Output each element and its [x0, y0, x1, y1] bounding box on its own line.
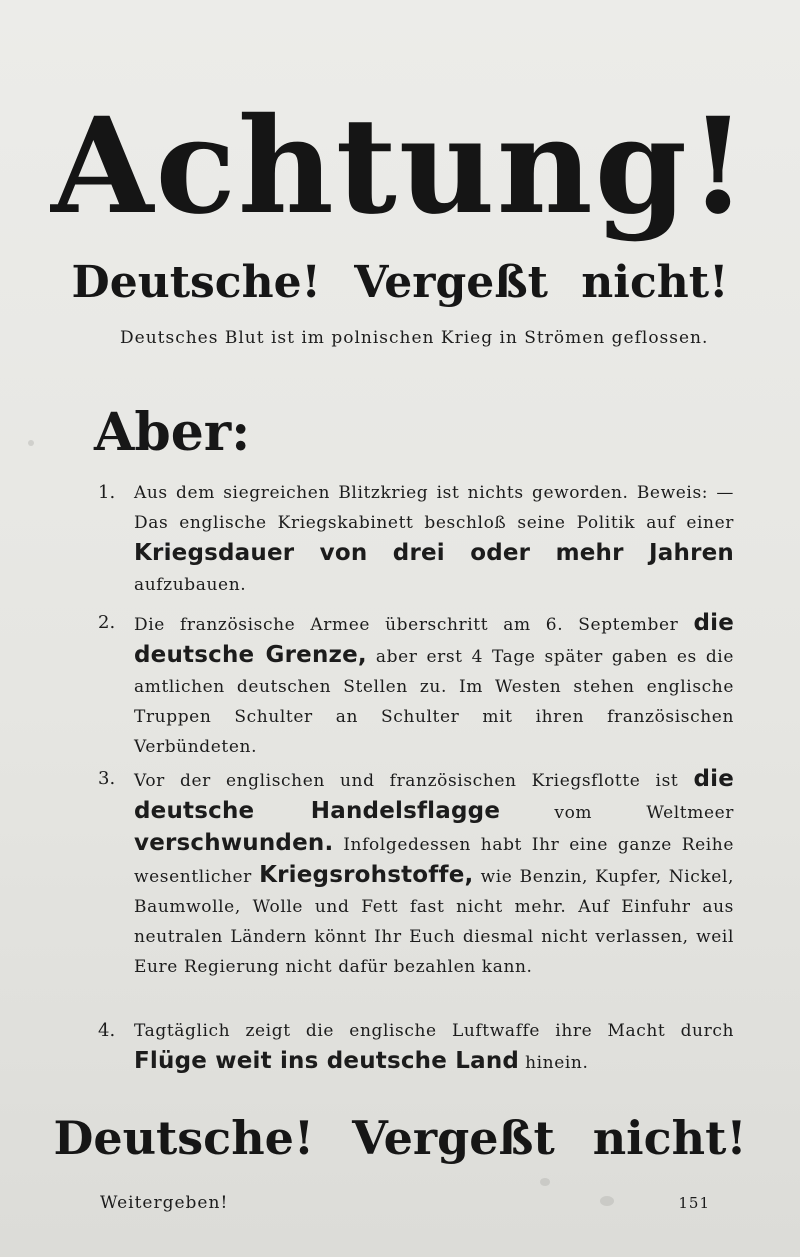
headline-bottom: Deutsche! Vergeßt nicht!	[53, 1111, 747, 1165]
point-text: aber erst 4 Tage später gaben es die amtlichen deutschen Stellen zu. Im Westen stehen englische Truppen Schulter an Schulter mit ihren französischen Verbündeten.	[134, 647, 734, 757]
point-text: hinein.	[519, 1053, 589, 1073]
point-emphasis: Flüge weit ins deutsche Land	[134, 1048, 520, 1074]
point-text: aufzubauen.	[134, 575, 247, 595]
headline-top: Deutsche! Vergeßt nicht!	[71, 257, 729, 308]
point-body	[134, 1016, 734, 1078]
point-body	[134, 608, 734, 762]
point-4	[96, 1016, 734, 1078]
point-1	[96, 478, 734, 600]
point-number: 1.	[98, 482, 116, 503]
point-2	[96, 608, 734, 762]
point-emphasis: Kriegsdauer von drei oder mehr Jahren	[134, 540, 734, 566]
point-3	[96, 764, 734, 982]
point-text: wie Benzin, Kupfer, Nickel, Baumwolle, Wolle und Fett fast nicht mehr. Auf Einfuhr aus neutralen Ländern könnt Ihr Euch diesmal nicht verlassen, weil Eure Regierung nicht dafür bezahlen kann.	[134, 867, 734, 977]
paper-stain	[540, 1178, 550, 1186]
point-number: 2.	[98, 612, 116, 633]
point-text: Vor der englischen und französischen Kriegsflotte ist	[134, 771, 694, 791]
point-text: Aus dem siegreichen Blitzkrieg ist nichts geworden. Beweis: — Das englische Kriegskabinett beschloß seine Politik auf einer	[134, 483, 734, 533]
point-body	[134, 478, 734, 600]
point-body	[134, 764, 734, 982]
point-text: Tagtäglich zeigt die englische Luftwaffe ihre Macht durch	[134, 1021, 734, 1041]
page-number: 151	[678, 1194, 710, 1212]
point-text: Die französische Armee überschritt am 6. September	[134, 615, 694, 635]
point-text: Infolgedessen habt Ihr eine ganze Reihe wesentlicher	[134, 835, 734, 887]
point-emphasis: die deutsche Grenze,	[134, 610, 734, 668]
point-text: vom Weltmeer	[500, 803, 734, 823]
point-number: 4.	[98, 1020, 116, 1041]
section-heading: Aber:	[94, 402, 251, 463]
page-title: Achtung!	[51, 89, 749, 244]
point-emphasis: Kriegsrohstoffe,	[259, 862, 474, 888]
point-emphasis: die deutsche Handelsflagge	[134, 766, 734, 824]
intro-paragraph: Deutsches Blut ist im polnischen Krieg in Strömen geflossen.	[120, 328, 709, 348]
paper-stain	[28, 440, 34, 446]
footer-pass-on: Weitergeben!	[100, 1193, 229, 1213]
point-number: 3.	[98, 768, 116, 789]
point-emphasis: verschwunden.	[134, 830, 334, 856]
paper-stain	[600, 1196, 614, 1206]
